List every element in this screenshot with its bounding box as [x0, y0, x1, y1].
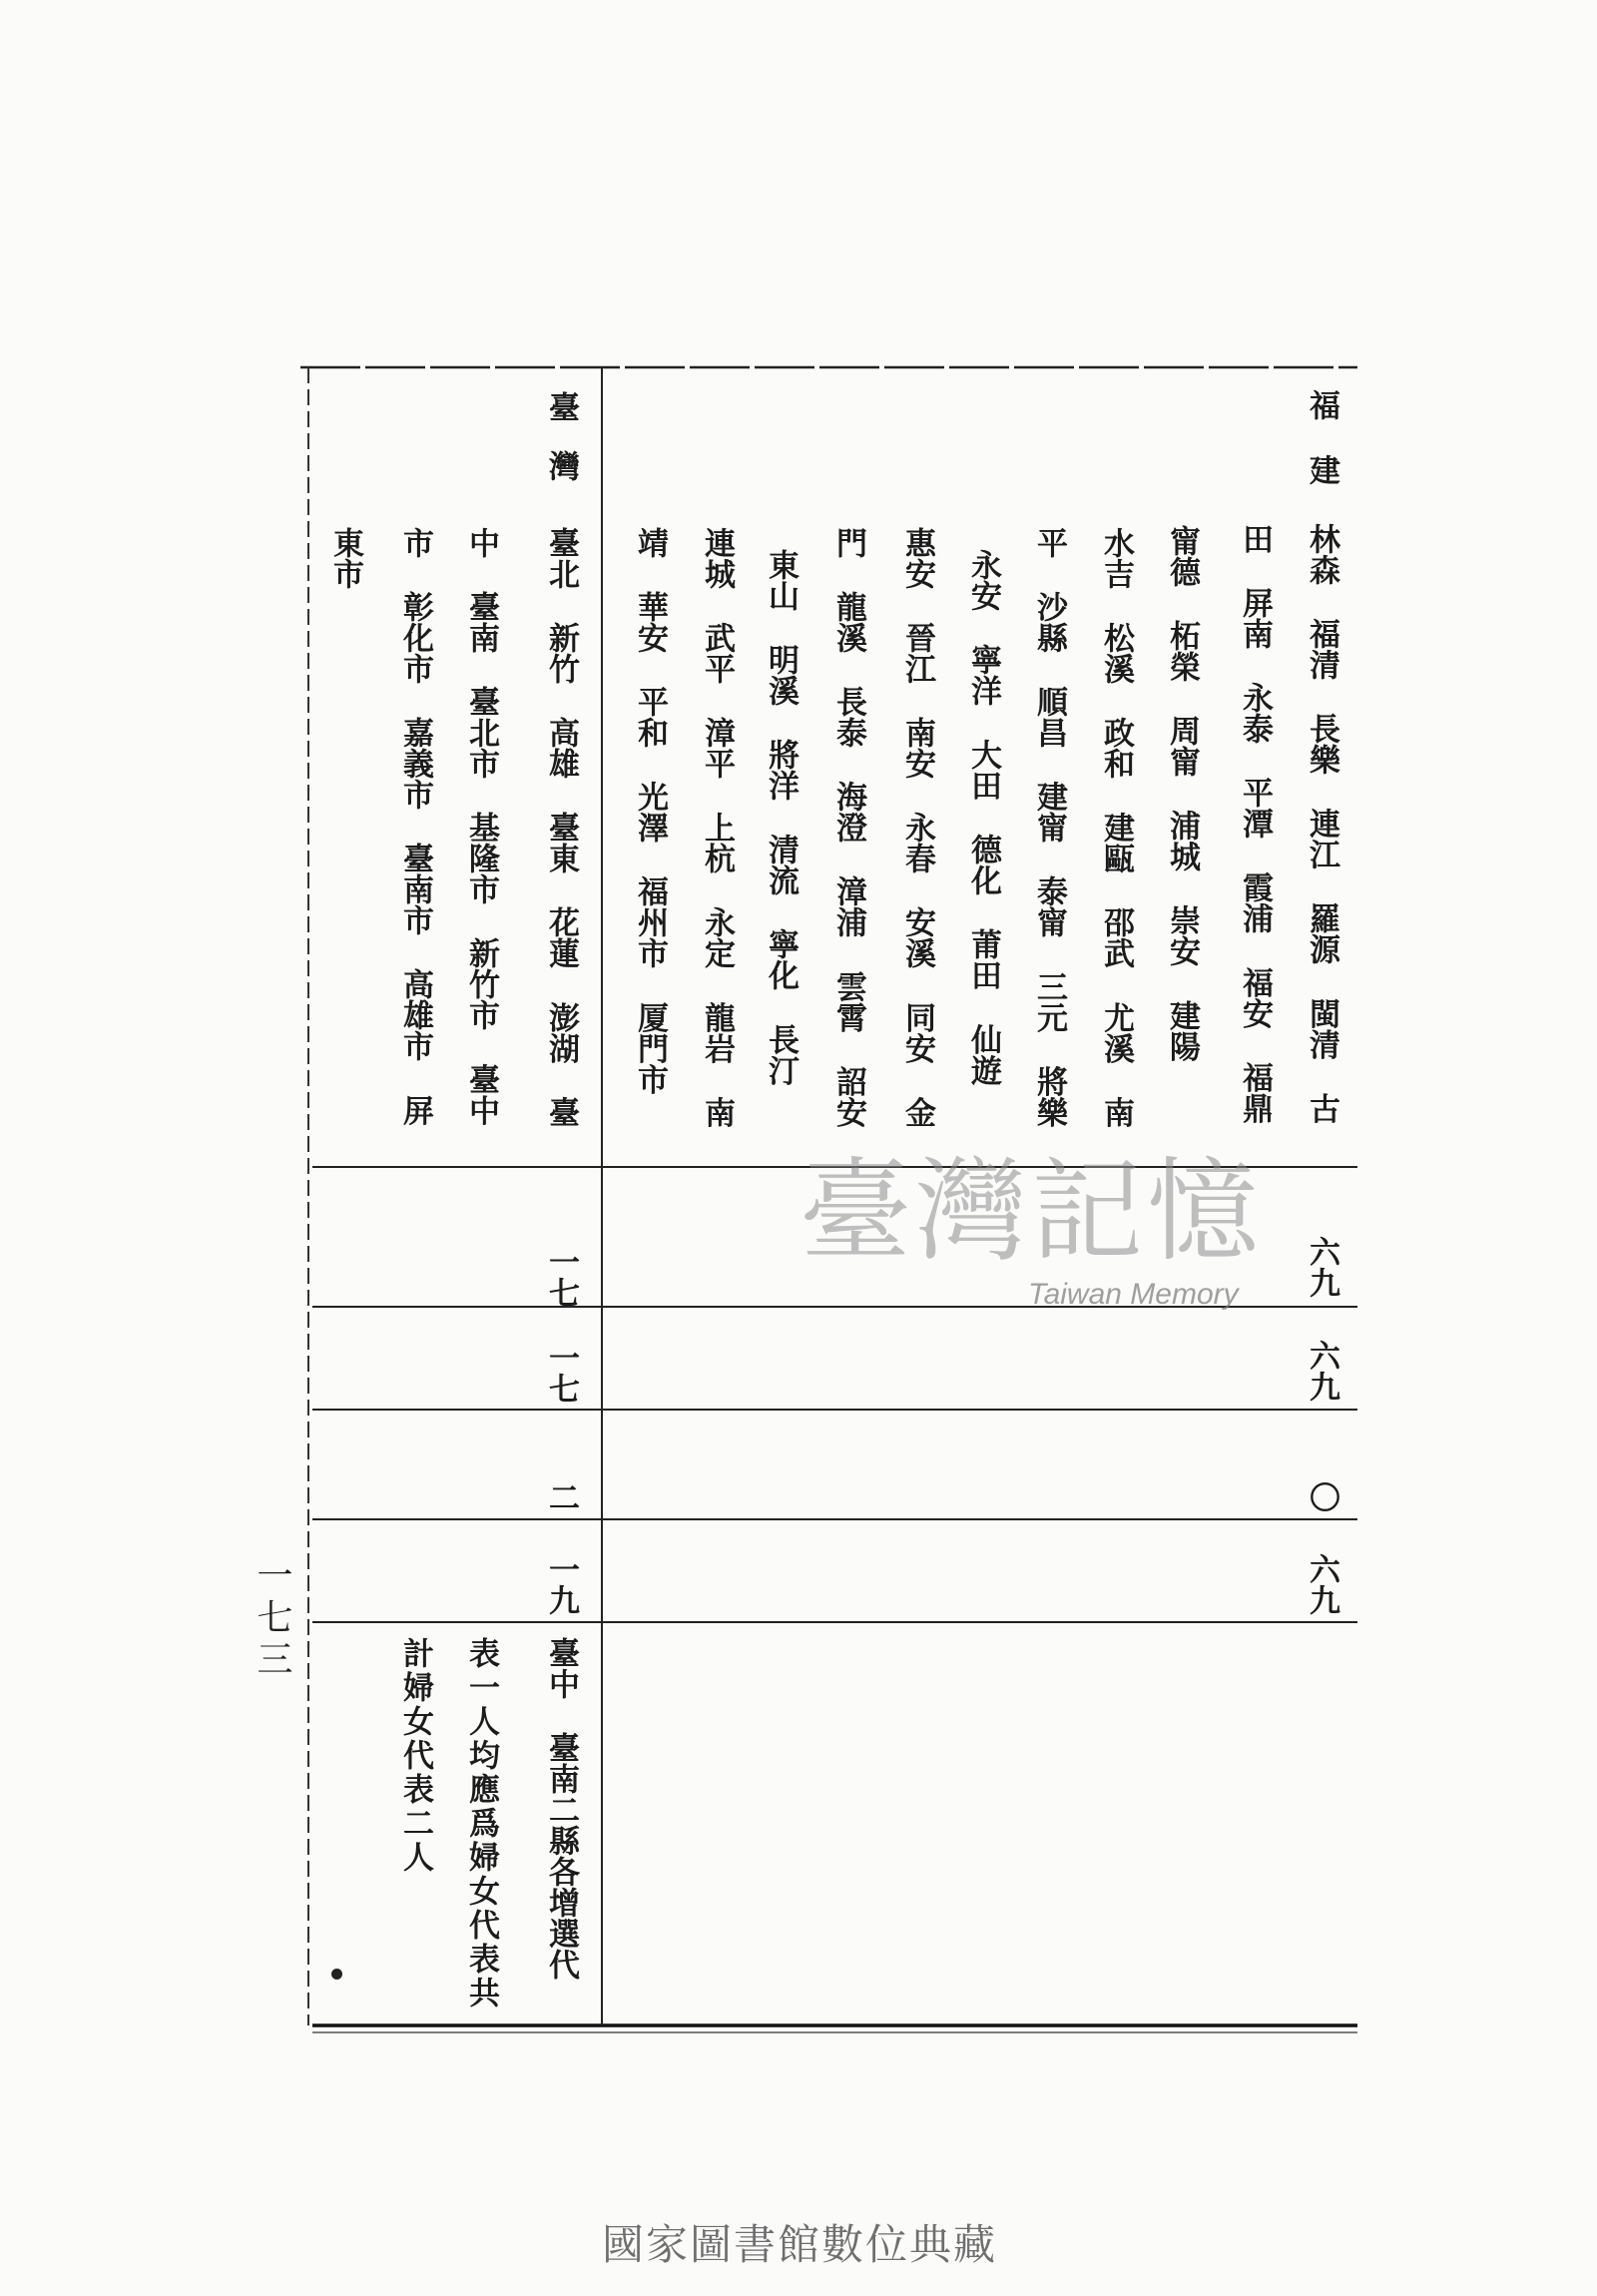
taiwan-column-1: 臺北 新竹 高雄 臺東 花蓮 澎湖 臺: [543, 527, 579, 1128]
fujian-value-row-1: 六九: [1304, 1236, 1339, 1298]
ink-dot: [331, 1969, 342, 1980]
fujian-column-8: 門 龍溪 長泰 海澄 漳浦 雲霄 詔安: [830, 527, 866, 1128]
fujian-column-2: 田 屏南 永泰 平潭 霞浦 福安 福鼎: [1237, 523, 1273, 1124]
fujian-label: 福建: [1304, 389, 1339, 519]
taiwan-value-row-1: 一七: [543, 1246, 579, 1308]
archive-footer: 國家圖書館數位典藏: [601, 2220, 997, 2269]
fujian-column-6: 永安 寧洋 大田 德化 莆田 仙遊: [965, 549, 1001, 1086]
fujian-column-7: 惠安 晉江 南安 永春 安溪 同安 金: [899, 527, 935, 1128]
taiwan-value-row-3: 二: [543, 1481, 579, 1512]
taiwan-note-line-2: 表一人均應爲婦女代表共: [463, 1637, 499, 2010]
fujian-column-11: 靖 華安 平和 光澤 福州市 厦門市: [632, 527, 668, 1095]
watermark-logo: 臺灣記憶: [799, 1147, 1263, 1277]
fujian-value-row-4: 六九: [1304, 1553, 1339, 1615]
taiwan-note-line-3: 計婦女代表二人: [397, 1637, 433, 1875]
fujian-column-1: 林森 福清 長樂 連江 羅源 閩清 古: [1304, 523, 1339, 1124]
taiwan-column-2: 中 臺南 臺北市 基隆市 新竹市 臺中: [463, 527, 499, 1126]
page-number: 一七三: [252, 1556, 292, 1682]
fujian-column-4: 水吉 松溪 政和 建甌 邵武 尤溪 南: [1098, 527, 1134, 1128]
taiwan-label: 臺灣: [543, 391, 579, 509]
fujian-column-9: 東山 明溪 將洋 清流 寧化 長汀: [763, 549, 798, 1086]
fujian-column-3: 甯德 柘榮 周甯 浦城 崇安 建陽: [1164, 525, 1200, 1062]
fujian-value-row-2: 六九: [1304, 1340, 1339, 1402]
taiwan-column-4: 東市: [327, 527, 363, 589]
fujian-column-10: 連城 武平 漳平 上杭 永定 龍岩 南: [699, 527, 735, 1128]
taiwan-column-3: 市 彰化市 嘉義市 臺南市 高雄市 屏: [397, 527, 433, 1126]
fujian-value-row-3: 〇: [1304, 1481, 1339, 1512]
fujian-column-5: 平 沙縣 順昌 建甯 泰甯 三元 將樂: [1031, 527, 1067, 1128]
watermark-subtitle: Taiwan Memory: [1028, 1278, 1239, 1311]
taiwan-value-row-2: 一七: [543, 1342, 579, 1404]
taiwan-value-row-4: 一九: [543, 1553, 579, 1615]
taiwan-note-line-1: 臺中 臺南二縣各增選代: [543, 1637, 579, 1981]
